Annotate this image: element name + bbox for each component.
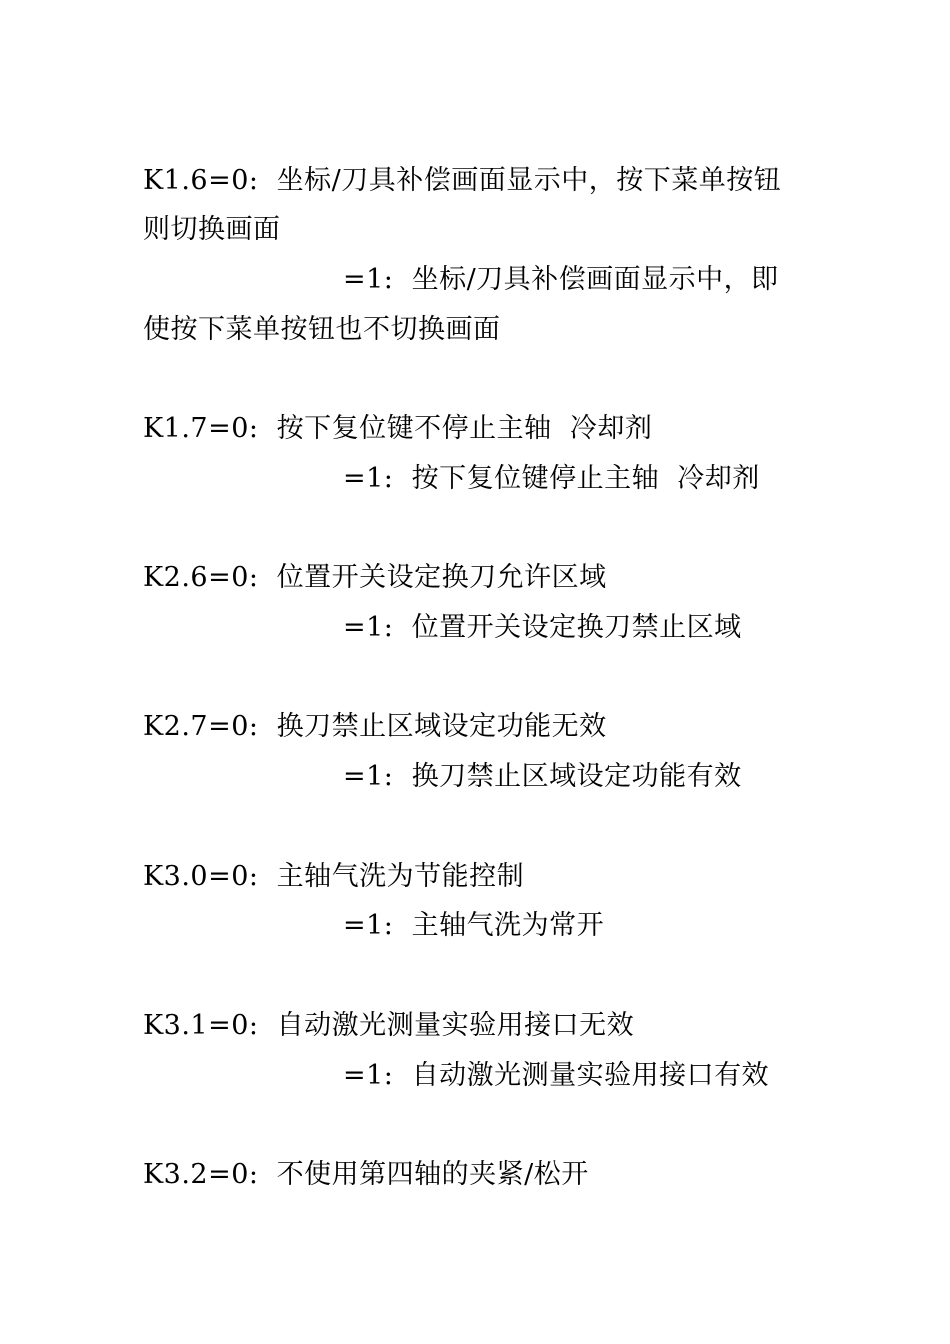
text-line-k2-7-0: K2.7=0: 换刀禁止区域设定功能无效 (143, 711, 607, 742)
text-line-k2-6-1: =1: 位置开关设定换刀禁止区域 (343, 612, 742, 643)
text-line-k2-6-0: K2.6=0: 位置开关设定换刀允许区域 (143, 562, 607, 593)
text-line-k2-7-1: =1: 换刀禁止区域设定功能有效 (343, 761, 742, 792)
text-line-k3-1-1: =1: 自动激光测量实验用接口有效 (343, 1060, 770, 1091)
text-line-k1-6-0: K1.6=0: 坐标/刀具补偿画面显示中，按下菜单按钮 (143, 165, 782, 196)
text-line-k1-6-0-cont: 则切换画面 (143, 214, 281, 245)
text-line-k1-6-1-cont: 使按下菜单按钮也不切换画面 (143, 314, 501, 345)
text-line-k1-7-1: =1: 按下复位键停止主轴 冷却剂 (343, 463, 760, 494)
text-line-k3-0-0: K3.0=0: 主轴气洗为节能控制 (143, 861, 525, 892)
text-line-k3-1-0: K3.1=0: 自动激光测量实验用接口无效 (143, 1010, 635, 1041)
text-line-k3-0-1: =1: 主轴气洗为常开 (343, 910, 605, 941)
text-line-k3-2-0: K3.2=0: 不使用第四轴的夹紧/松开 (143, 1159, 589, 1190)
text-line-k1-6-1: =1: 坐标/刀具补偿画面显示中，即 (343, 264, 779, 295)
text-line-k1-7-0: K1.7=0: 按下复位键不停止主轴 冷却剂 (143, 413, 653, 444)
